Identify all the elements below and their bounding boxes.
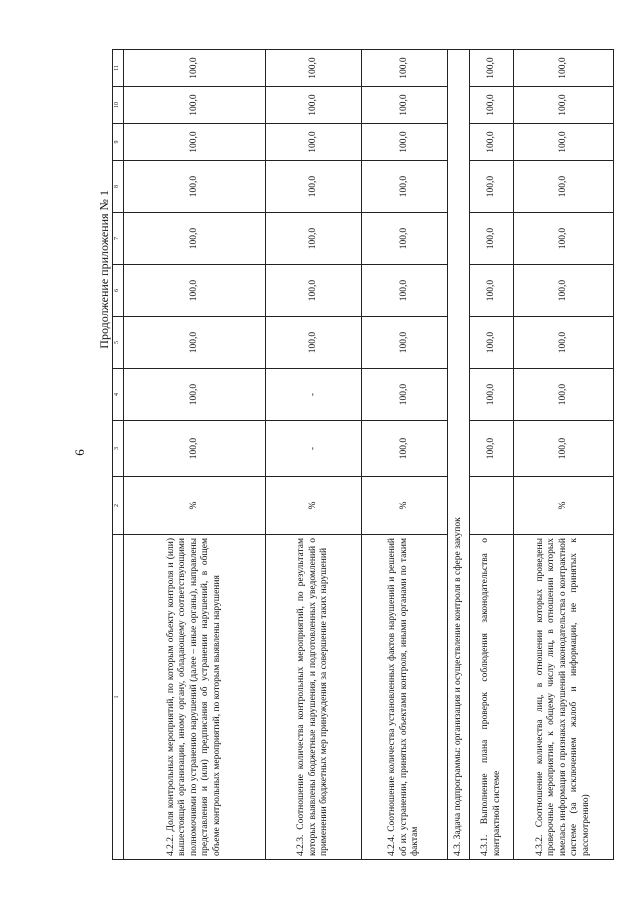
value-cell: 100,0	[470, 421, 514, 477]
value-cell: 100,0	[362, 265, 448, 317]
indicator-name: 4.2.3. Соотношение количества контрольных мероприятий, по результатам которых выявлены бюджетные нарушения, и подготовленных уведомлений о применении бюджетных мер принуждения за совершение таких нарушений	[266, 535, 362, 860]
value-cell: 100,0	[362, 317, 448, 369]
value-cell: 100,0	[514, 317, 614, 369]
value-cell: 100,0	[362, 369, 448, 421]
col-num-8: 8	[113, 161, 124, 213]
value-cell: 100,0	[266, 317, 362, 369]
col-num-3: 3	[113, 421, 124, 477]
section-title: 4.3. Задача подпрограммы: организация и осуществление контроля в сфере закупок	[448, 50, 470, 860]
value-cell: 100,0	[124, 87, 266, 124]
indicator-name: 4.3.1. Выполнение плана проверок соблюдения законодательства о контрактной системе	[470, 535, 514, 860]
value-cell: 100,0	[266, 161, 362, 213]
value-cell: 100,0	[124, 124, 266, 161]
value-cell: 100,0	[470, 213, 514, 265]
col-num-9: 9	[113, 124, 124, 161]
value-cell: 100,0	[362, 50, 448, 87]
value-cell: 100,0	[514, 213, 614, 265]
table-row	[124, 50, 266, 860]
col-num-11: 11	[113, 50, 124, 87]
continuation-label: Продолжение приложения № 1	[97, 190, 111, 349]
value-cell: 100,0	[514, 87, 614, 124]
col-num-4: 4	[113, 369, 124, 421]
indicator-unit: %	[514, 477, 614, 535]
value-cell: 100,0	[362, 421, 448, 477]
table-row	[266, 50, 362, 860]
col-num-10: 10	[113, 87, 124, 124]
table-row	[514, 50, 614, 860]
indicator-unit: %	[362, 477, 448, 535]
indicator-name: 4.2.4. Соотношение количества установленных фактов нарушений и решений об их устранении, принятых объектами контроля, иными органами по таким фактам	[362, 535, 448, 860]
section-row	[448, 50, 470, 860]
value-cell: 100,0	[124, 317, 266, 369]
value-cell: 100,0	[514, 421, 614, 477]
value-cell: 100,0	[124, 213, 266, 265]
value-cell: 100,0	[514, 369, 614, 421]
value-cell: 100,0	[470, 265, 514, 317]
col-num-7: 7	[113, 213, 124, 265]
value-cell: 100,0	[362, 161, 448, 213]
value-cell: 100,0	[362, 213, 448, 265]
value-cell: 100,0	[514, 124, 614, 161]
page-number: 6	[72, 449, 87, 456]
value-cell: 100,0	[514, 265, 614, 317]
value-cell: 100,0	[124, 421, 266, 477]
value-cell: 100,0	[470, 369, 514, 421]
value-cell: 100,0	[266, 213, 362, 265]
value-cell: 100,0	[124, 161, 266, 213]
indicator-unit	[470, 477, 514, 535]
value-cell: 100,0	[266, 265, 362, 317]
indicator-unit: %	[266, 477, 362, 535]
value-cell: 100,0	[470, 317, 514, 369]
indicators-table	[112, 49, 614, 860]
value-cell: 100,0	[362, 87, 448, 124]
value-cell: 100,0	[266, 124, 362, 161]
indicator-name: 4.3.2. Соотношение количества лиц, в отношении которых проведены проверочные мероприятия, к общему числу лиц, в отношении которых имелась информация о признаках нарушений законодательства о контрактной системе (за исключением жалоб и информации, не принятых к рассмотрению)	[514, 535, 614, 860]
col-num-5: 5	[113, 317, 124, 369]
indicator-name: 4.2.2. Доля контрольных мероприятий, по которым объекту контроля и (или) вышестоящей организации, иному органу, обладающему соответствующими полномочиями по устранению нарушений (далее – иные органы), направлены представления и (или) предписания об устранении нарушений, в общем объеме контрольных мероприятий, по которым выявлены нарушения	[124, 535, 266, 860]
col-num-6: 6	[113, 265, 124, 317]
value-cell: 100,0	[362, 124, 448, 161]
value-cell: 100,0	[124, 50, 266, 87]
value-cell: 100,0	[266, 50, 362, 87]
value-cell: 100,0	[514, 50, 614, 87]
table-row	[362, 50, 448, 860]
value-cell: 100,0	[470, 87, 514, 124]
value-cell: 100,0	[470, 124, 514, 161]
value-cell: -	[266, 421, 362, 477]
table-row	[470, 50, 514, 860]
col-num-1: 1	[113, 535, 124, 860]
value-cell: 100,0	[470, 161, 514, 213]
value-cell: 100,0	[470, 50, 514, 87]
value-cell: -	[266, 369, 362, 421]
value-cell: 100,0	[514, 161, 614, 213]
column-numbers-row	[113, 50, 124, 860]
indicator-unit: %	[124, 477, 266, 535]
value-cell: 100,0	[124, 265, 266, 317]
col-num-2: 2	[113, 477, 124, 535]
value-cell: 100,0	[124, 369, 266, 421]
value-cell: 100,0	[266, 87, 362, 124]
